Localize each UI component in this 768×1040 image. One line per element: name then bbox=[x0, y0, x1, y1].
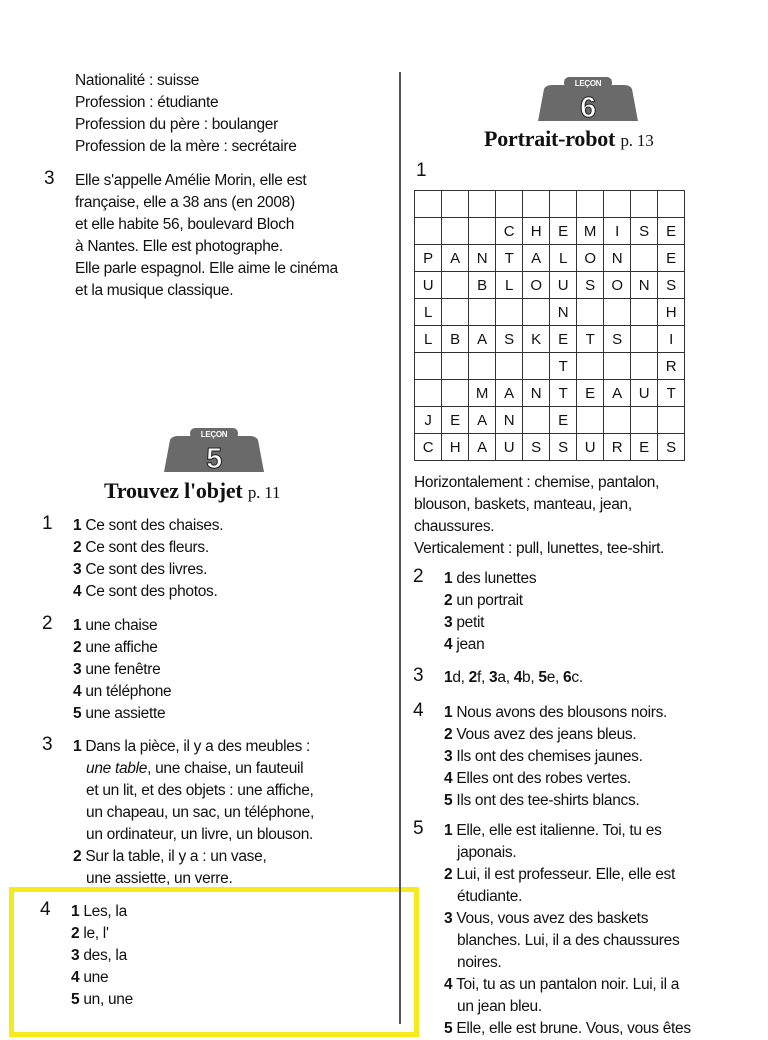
grid-cell bbox=[577, 353, 604, 380]
answer-line: une assiette, un verre. bbox=[86, 870, 233, 887]
text-line: Profession : étudiante bbox=[75, 94, 219, 111]
grid-cell bbox=[415, 191, 442, 218]
grid-row bbox=[415, 299, 685, 326]
grid-cell bbox=[604, 407, 631, 434]
answer-line: une table, une chaise, un fauteuil bbox=[86, 760, 304, 777]
grid-row bbox=[415, 380, 685, 407]
answer-item: 2 Ce sont des fleurs. bbox=[73, 539, 209, 556]
grid-cell bbox=[523, 299, 550, 326]
answer-line: noires. bbox=[457, 954, 502, 971]
text-line: chaussures. bbox=[414, 518, 495, 535]
grid-cell bbox=[442, 272, 469, 299]
grid-cell: L bbox=[550, 245, 577, 272]
answer-item: 3 petit bbox=[444, 614, 485, 631]
grid-cell bbox=[550, 191, 577, 218]
exercise-number: 3 bbox=[42, 734, 53, 755]
grid-cell bbox=[496, 353, 523, 380]
badge-label: LEÇON bbox=[200, 430, 228, 439]
exercise-number: 3 bbox=[413, 665, 424, 686]
grid-row bbox=[415, 191, 685, 218]
answer-item: 1 Nous avons des blousons noirs. bbox=[444, 704, 668, 721]
text-line: blouson, baskets, manteau, jean, bbox=[414, 496, 632, 513]
answer-line: 1 Elle, elle est italienne. Toi, tu es bbox=[444, 822, 662, 839]
grid-cell: U bbox=[631, 380, 658, 407]
grid-cell bbox=[631, 299, 658, 326]
grid-cell: E bbox=[658, 218, 685, 245]
answer-line: et un lit, et des objets : une affiche, bbox=[86, 782, 314, 799]
grid-cell bbox=[415, 218, 442, 245]
grid-cell: S bbox=[631, 218, 658, 245]
grid-cell: E bbox=[550, 326, 577, 353]
grid-cell: S bbox=[658, 272, 685, 299]
answer-item: 3 une fenêtre bbox=[73, 661, 161, 678]
grid-cell: U bbox=[550, 272, 577, 299]
page-reference: p. 13 bbox=[620, 131, 654, 150]
text-line: Elle parle espagnol. Elle aime le cinéma bbox=[75, 260, 338, 277]
grid-cell: T bbox=[658, 380, 685, 407]
grid-cell bbox=[442, 299, 469, 326]
exercise-number: 4 bbox=[40, 899, 51, 920]
grid-cell: C bbox=[415, 434, 442, 461]
grid-row bbox=[415, 434, 685, 461]
answer-line: 5 Elle, elle est brune. Vous, vous êtes bbox=[444, 1020, 691, 1037]
grid-cell: U bbox=[496, 434, 523, 461]
grid-cell: A bbox=[469, 434, 496, 461]
grid-cell: L bbox=[415, 299, 442, 326]
grid-cell bbox=[469, 218, 496, 245]
exercise-2-answers bbox=[444, 568, 536, 656]
text-line: Profession de la mère : secrétaire bbox=[75, 138, 297, 155]
grid-cell: N bbox=[523, 380, 550, 407]
exercise-3-answers bbox=[73, 736, 314, 890]
exercise-4-answers bbox=[444, 702, 667, 812]
grid-cell: E bbox=[550, 218, 577, 245]
text-line: Elle s'appelle Amélie Morin, elle est bbox=[75, 172, 307, 189]
grid-cell: N bbox=[469, 245, 496, 272]
grid-cell: S bbox=[577, 272, 604, 299]
grid-cell: L bbox=[496, 272, 523, 299]
grid-cell bbox=[604, 353, 631, 380]
grid-cell: S bbox=[550, 434, 577, 461]
lesson-5-badge bbox=[160, 426, 268, 475]
grid-cell: M bbox=[577, 218, 604, 245]
answer-item: 4 un téléphone bbox=[73, 683, 172, 700]
answer-item: 1 une chaise bbox=[73, 617, 158, 634]
answer-line: japonais. bbox=[457, 844, 517, 861]
answer-line: 1 Dans la pièce, il y a des meubles : bbox=[73, 738, 311, 755]
grid-cell bbox=[523, 407, 550, 434]
text-line: et elle habite 56, boulevard Bloch bbox=[75, 216, 295, 233]
grid-cell: T bbox=[496, 245, 523, 272]
badge-number: 5 bbox=[206, 443, 222, 475]
grid-cell bbox=[631, 326, 658, 353]
grid-cell bbox=[415, 353, 442, 380]
grid-row bbox=[415, 326, 685, 353]
grid-cell bbox=[631, 245, 658, 272]
exercise-2-answers bbox=[73, 615, 171, 725]
text-line: et la musique classique. bbox=[75, 282, 234, 299]
answer-item: 1 Ce sont des chaises. bbox=[73, 517, 224, 534]
grid-cell bbox=[604, 299, 631, 326]
answer-line: 3 Vous, vous avez des baskets bbox=[444, 910, 649, 927]
grid-cell bbox=[442, 353, 469, 380]
answer-item: 1 Les, la bbox=[71, 903, 127, 920]
exercise-1-answers bbox=[73, 515, 223, 603]
grid-cell bbox=[523, 353, 550, 380]
grid-row bbox=[415, 353, 685, 380]
grid-cell: U bbox=[415, 272, 442, 299]
answer-line: blanches. Lui, il a des chaussures bbox=[457, 932, 680, 949]
grid-cell: U bbox=[577, 434, 604, 461]
grid-cell: N bbox=[604, 245, 631, 272]
answer-item: 5 un, une bbox=[71, 991, 133, 1008]
grid-cell: I bbox=[604, 218, 631, 245]
answer-line: un chapeau, un sac, un téléphone, bbox=[86, 804, 314, 821]
grid-cell: N bbox=[496, 407, 523, 434]
exercise-number: 1 bbox=[416, 160, 427, 181]
grid-cell: S bbox=[658, 434, 685, 461]
exercise-number: 3 bbox=[44, 168, 55, 189]
grid-cell: N bbox=[631, 272, 658, 299]
exercise-number: 2 bbox=[42, 613, 53, 634]
exercise-4-answers bbox=[71, 901, 133, 1011]
exercise-5-answers bbox=[444, 820, 691, 1040]
text-line: Horizontalement : chemise, pantalon, bbox=[414, 474, 660, 491]
grid-cell bbox=[469, 299, 496, 326]
grid-cell: P bbox=[415, 245, 442, 272]
grid-cell: R bbox=[658, 353, 685, 380]
answer-item: 4 Elles ont des robes vertes. bbox=[444, 770, 631, 787]
exercise-number: 4 bbox=[413, 700, 424, 721]
answer-line: un jean bleu. bbox=[457, 998, 542, 1015]
answer-item: 4 une bbox=[71, 969, 109, 986]
grid-cell: E bbox=[658, 245, 685, 272]
exercise-3-answer bbox=[75, 170, 338, 302]
grid-cell bbox=[496, 191, 523, 218]
grid-cell: B bbox=[469, 272, 496, 299]
crossword-solutions bbox=[414, 472, 664, 560]
grid-cell: A bbox=[496, 380, 523, 407]
grid-cell: A bbox=[442, 245, 469, 272]
grid-cell: A bbox=[604, 380, 631, 407]
grid-cell: H bbox=[658, 299, 685, 326]
grid-cell: S bbox=[523, 434, 550, 461]
grid-cell bbox=[469, 353, 496, 380]
page-reference: p. 11 bbox=[247, 483, 281, 502]
badge-label: LEÇON bbox=[574, 79, 602, 88]
grid-cell: H bbox=[523, 218, 550, 245]
lesson-6-title bbox=[484, 126, 654, 152]
grid-cell bbox=[577, 191, 604, 218]
answer-line: 2 Sur la table, il y a : un vase, bbox=[73, 848, 267, 865]
crossword-grid bbox=[414, 190, 685, 461]
lesson-6-badge bbox=[534, 75, 642, 124]
answer-line: un ordinateur, un livre, un blouson. bbox=[86, 826, 314, 843]
answer-item: 2 un portrait bbox=[444, 592, 523, 609]
grid-cell: K bbox=[523, 326, 550, 353]
grid-cell: T bbox=[550, 353, 577, 380]
grid-cell bbox=[415, 380, 442, 407]
answer-item: 3 Ce sont des livres. bbox=[73, 561, 208, 578]
grid-cell bbox=[577, 299, 604, 326]
answer-item: 2 une affiche bbox=[73, 639, 158, 656]
grid-cell bbox=[631, 191, 658, 218]
answer-item: 3 Ils ont des chemises jaunes. bbox=[444, 748, 643, 765]
grid-cell: M bbox=[469, 380, 496, 407]
grid-cell bbox=[577, 407, 604, 434]
grid-cell: E bbox=[550, 407, 577, 434]
exercise-number: 2 bbox=[413, 566, 424, 587]
grid-row bbox=[415, 218, 685, 245]
badge-number: 6 bbox=[580, 92, 596, 124]
grid-cell bbox=[442, 218, 469, 245]
grid-cell bbox=[658, 407, 685, 434]
answer-item: 3 des, la bbox=[71, 947, 127, 964]
grid-cell: T bbox=[577, 326, 604, 353]
grid-cell: R bbox=[604, 434, 631, 461]
grid-cell: N bbox=[550, 299, 577, 326]
grid-cell: O bbox=[523, 272, 550, 299]
answer-item: 2 Vous avez des jeans bleus. bbox=[444, 726, 637, 743]
grid-cell: A bbox=[469, 326, 496, 353]
grid-cell bbox=[496, 299, 523, 326]
grid-row bbox=[415, 245, 685, 272]
answer-line: étudiante. bbox=[457, 888, 523, 905]
answer-item: 4 Ce sont des photos. bbox=[73, 583, 218, 600]
grid-row bbox=[415, 407, 685, 434]
grid-cell: L bbox=[415, 326, 442, 353]
exercise-number: 5 bbox=[413, 818, 424, 839]
answer-item: 1 des lunettes bbox=[444, 570, 537, 587]
profile-details bbox=[75, 70, 297, 158]
grid-row bbox=[415, 272, 685, 299]
grid-cell bbox=[604, 191, 631, 218]
grid-cell: E bbox=[631, 434, 658, 461]
column-divider bbox=[399, 72, 401, 1024]
grid-cell bbox=[523, 191, 550, 218]
grid-cell: T bbox=[550, 380, 577, 407]
exercise-number: 1 bbox=[42, 513, 53, 534]
grid-cell: H bbox=[442, 434, 469, 461]
grid-cell: S bbox=[604, 326, 631, 353]
grid-cell bbox=[442, 191, 469, 218]
answer-item: 2 le, l' bbox=[71, 925, 109, 942]
answer-line: 2 Lui, il est professeur. Elle, elle est bbox=[444, 866, 675, 883]
grid-cell: O bbox=[577, 245, 604, 272]
grid-cell: E bbox=[442, 407, 469, 434]
text-line: française, elle a 38 ans (en 2008) bbox=[75, 194, 295, 211]
grid-cell: S bbox=[496, 326, 523, 353]
answer-item: 4 jean bbox=[444, 636, 485, 653]
grid-cell bbox=[469, 191, 496, 218]
grid-cell bbox=[442, 380, 469, 407]
answer-line: 4 Toi, tu as un pantalon noir. Lui, il a bbox=[444, 976, 680, 993]
text-line: Profession du père : boulanger bbox=[75, 116, 278, 133]
answer-item: 5 une assiette bbox=[73, 705, 166, 722]
grid-cell bbox=[631, 353, 658, 380]
grid-cell: C bbox=[496, 218, 523, 245]
title-text: Trouvez l'objet bbox=[104, 478, 243, 503]
text-line: Nationalité : suisse bbox=[75, 72, 200, 89]
exercise-3-pairs: 1d, 2f, 3a, 4b, 5e, 6c. bbox=[444, 669, 583, 686]
grid-cell: I bbox=[658, 326, 685, 353]
grid-cell: B bbox=[442, 326, 469, 353]
grid-cell: O bbox=[604, 272, 631, 299]
grid-cell: E bbox=[577, 380, 604, 407]
grid-cell: A bbox=[523, 245, 550, 272]
grid-cell: J bbox=[415, 407, 442, 434]
text-line: à Nantes. Elle est photographe. bbox=[75, 238, 283, 255]
grid-cell bbox=[631, 407, 658, 434]
lesson-5-title bbox=[104, 478, 280, 504]
title-text: Portrait-robot bbox=[484, 126, 616, 151]
grid-cell: A bbox=[469, 407, 496, 434]
text-line: Verticalement : pull, lunettes, tee-shirt. bbox=[414, 540, 665, 557]
grid-cell bbox=[658, 191, 685, 218]
answer-item: 5 Ils ont des tee-shirts blancs. bbox=[444, 792, 640, 809]
